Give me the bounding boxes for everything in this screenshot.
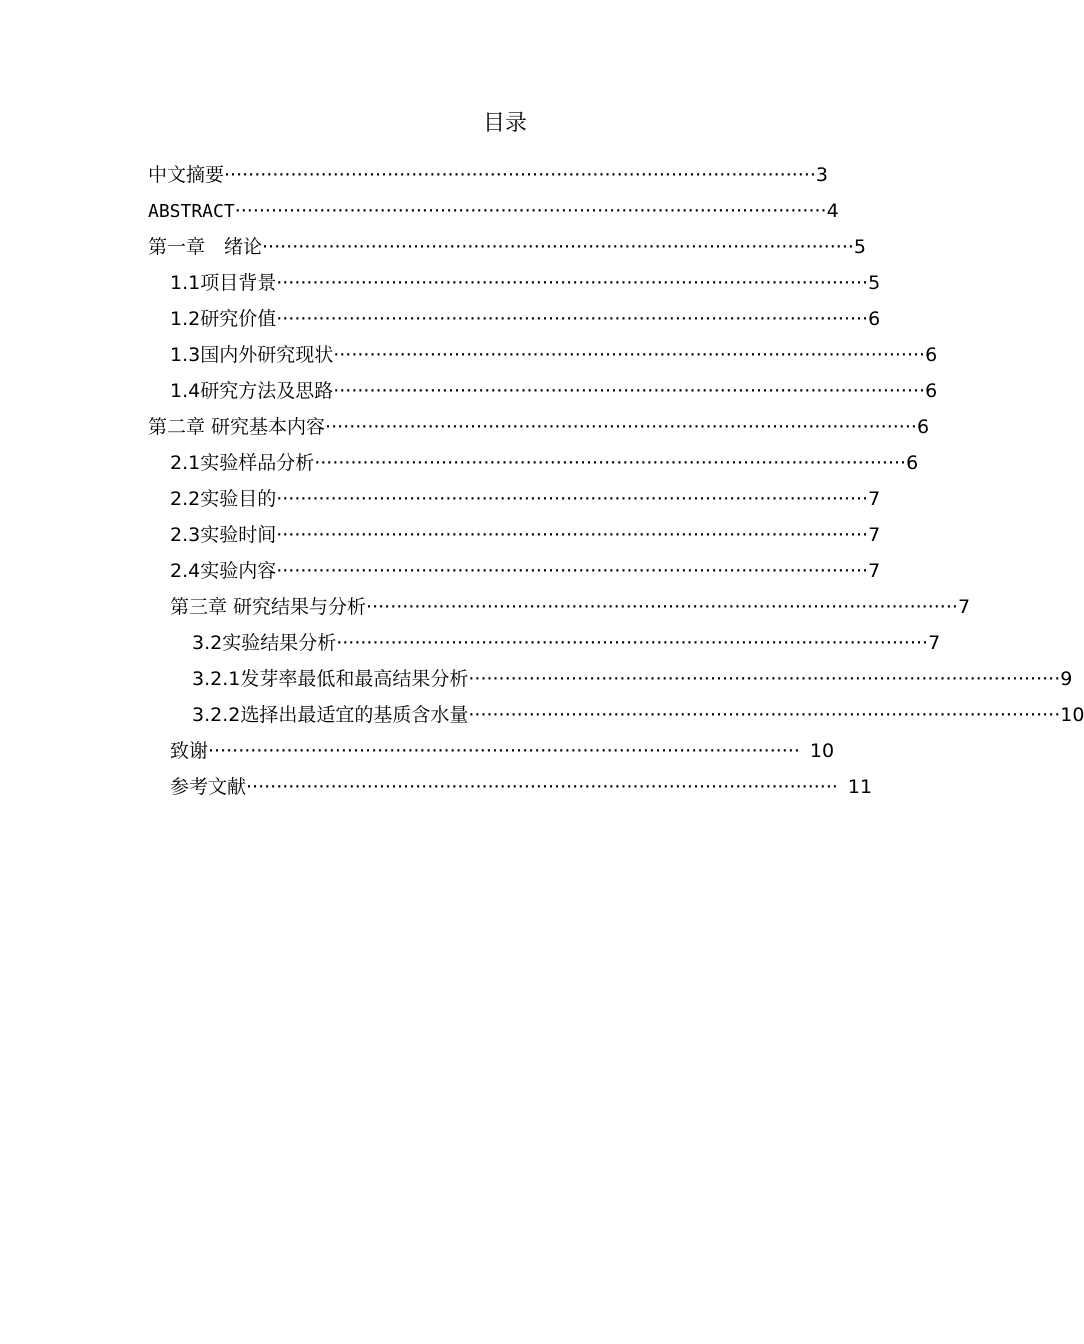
toc-entry-page: 10 <box>1060 704 1084 726</box>
toc-entry-label: 中文摘要 <box>148 164 225 186</box>
toc-entry-page: 7 <box>957 596 971 618</box>
toc-leader: ·································································································· <box>208 740 800 762</box>
toc-entry-page: 5 <box>868 272 881 294</box>
toc-entry-page: 6 <box>868 308 881 330</box>
page-title: 目录 <box>482 111 527 136</box>
toc-entry-references[interactable] <box>170 772 873 802</box>
toc-leader: ·································································································· <box>262 236 854 258</box>
toc-entry-chapter-3[interactable] <box>170 592 971 622</box>
toc-entry-page: 9 <box>1060 668 1073 690</box>
toc-entry-label: 3.2实验结果分析 <box>192 632 337 654</box>
toc-entry-chapter-1[interactable] <box>148 232 866 262</box>
toc-entry-label: 3.2.2选择出最适宜的基质含水量 <box>192 704 469 726</box>
toc-leader: ·································································································· <box>276 524 869 546</box>
toc-leader: ·································································································· <box>234 200 827 222</box>
toc-entry-chapter-2[interactable] <box>148 412 930 442</box>
toc-entry-label: 1.2研究价值 <box>170 308 277 330</box>
toc-leader: ·································································································· <box>276 488 869 510</box>
toc-entry-page: 7 <box>868 488 881 510</box>
toc-entry-label: 第三章 研究结果与分析 <box>170 596 367 618</box>
toc-leader: ·································································································· <box>224 164 816 186</box>
toc-leader: ·································································································· <box>333 380 926 402</box>
toc-leader: ·································································································· <box>276 308 869 330</box>
toc-entry-chinese-abstract[interactable] <box>148 160 828 190</box>
toc-leader: ·································································································· <box>314 452 907 474</box>
toc-entry-label: ABSTRACT <box>148 201 235 222</box>
toc-entry-label: 2.3实验时间 <box>170 524 277 546</box>
toc-entry-3-2-2[interactable] <box>192 700 1084 730</box>
toc-entry-2-3[interactable] <box>170 520 881 550</box>
toc-entry-label: 1.1项目背景 <box>170 272 277 294</box>
toc-entry-page: 7 <box>868 560 881 582</box>
toc-entry-page: 6 <box>906 452 919 474</box>
toc-entry-page: 10 <box>809 740 835 762</box>
toc-entry-label: 2.1实验样品分析 <box>170 452 315 474</box>
toc-entry-acknowledgements[interactable] <box>170 736 835 766</box>
toc-entry-label: 第一章 绪论 <box>148 236 263 258</box>
toc-leader: ·································································································· <box>468 704 1061 726</box>
toc-leader: ·································································································· <box>246 776 838 798</box>
toc-leader: ·································································································· <box>366 596 958 618</box>
toc-entry-abstract[interactable] <box>148 196 839 226</box>
toc-entry-3-2[interactable] <box>192 628 941 658</box>
toc-entry-page: 7 <box>868 524 881 546</box>
toc-entry-1-2[interactable] <box>170 304 881 334</box>
toc-entry-2-4[interactable] <box>170 556 881 586</box>
toc-entry-page: 11 <box>847 776 873 798</box>
toc-entry-1-4[interactable] <box>170 376 938 406</box>
toc-entry-2-1[interactable] <box>170 448 919 478</box>
toc-entry-page: 6 <box>925 380 938 402</box>
toc-entry-label: 1.3国内外研究现状 <box>170 344 334 366</box>
toc-entry-page: 7 <box>928 632 941 654</box>
toc-entry-label: 3.2.1发芽率最低和最高结果分析 <box>192 668 469 690</box>
toc-entry-2-2[interactable] <box>170 484 881 514</box>
toc-entry-page: 6 <box>925 344 938 366</box>
toc-entry-label: 第二章 研究基本内容 <box>148 416 326 438</box>
toc-leader: ·································································································· <box>325 416 917 438</box>
toc-entry-3-2-1[interactable] <box>192 664 1073 694</box>
toc-leader: ·································································································· <box>276 560 869 582</box>
toc-entry-label: 1.4研究方法及思路 <box>170 380 334 402</box>
toc-entry-page: 4 <box>826 200 839 222</box>
toc-leader: ·································································································· <box>336 632 929 654</box>
toc-leader: ·································································································· <box>333 344 926 366</box>
toc-entry-label: 参考文献 <box>170 776 247 798</box>
toc-entry-1-3[interactable] <box>170 340 938 370</box>
toc-leader: ·································································································· <box>276 272 869 294</box>
toc-leader: ·································································································· <box>468 668 1061 690</box>
toc-entry-label: 2.2实验目的 <box>170 488 277 510</box>
toc-entry-page: 3 <box>815 164 828 186</box>
toc-entry-label: 致谢 <box>170 740 209 762</box>
toc-entry-1-1[interactable] <box>170 268 881 298</box>
toc-entry-page: 5 <box>853 236 866 258</box>
toc-entry-page: 6 <box>916 416 930 438</box>
toc-entry-label: 2.4实验内容 <box>170 560 277 582</box>
